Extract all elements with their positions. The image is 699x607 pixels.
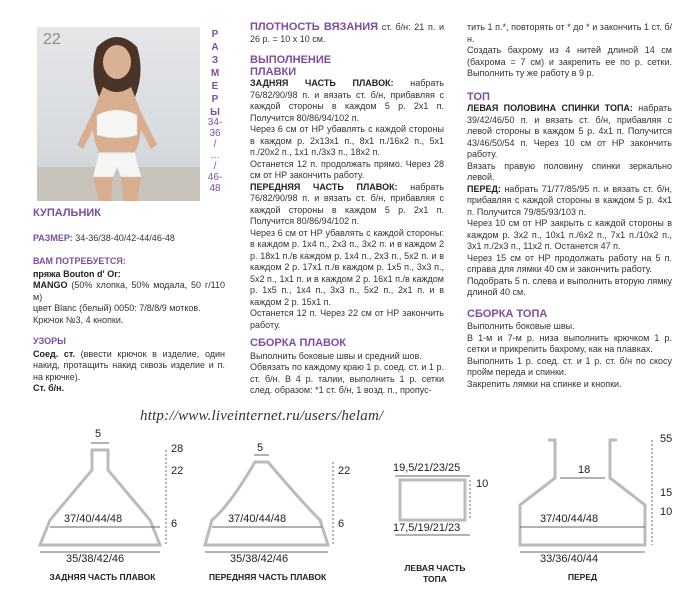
d1-top: 5	[95, 428, 102, 440]
shorts-assembly-text-2: Обвязать по каждому краю 1 р. соед. ст. и 1 р. ст. б/н. В 4 р. талии, выполнить 1 р. сетки след. образом: *1 ст. б/н, 1 возд. п., пропус-	[250, 362, 444, 395]
top-front-text-4: Подобрать 5 п. слева и выполнить вторую лямку длиной 40 см.	[467, 275, 672, 297]
sizes-value: 48	[209, 183, 221, 194]
yarn-color: цвет Blanc (белый) 0050: 7/8/8/9 мотков.	[33, 303, 201, 313]
d4-mid: 37/40/44/48	[540, 513, 599, 525]
front-part-text: набрать 76/82/90/98 п. и вязать ст. б/н, прибавляя с каждой стороны в каждом 5 р. 2х1 п. Получится 80/86/94/102 п.	[250, 181, 444, 226]
sizes-letter: А	[211, 42, 219, 53]
top-title: ТОП	[467, 90, 490, 103]
model-photo	[37, 27, 200, 201]
shorts-title: ПЛАВКИ	[250, 65, 297, 78]
top-front-label: ПЕРЕД:	[467, 183, 501, 194]
diagram-front-shorts-outline	[205, 462, 328, 545]
yarn-desc: (50% хлопка, 50% модала, 50 г/110 м)	[33, 280, 225, 302]
diagram-front-shorts-shadow	[205, 462, 328, 545]
d4-h1: 55	[660, 433, 673, 445]
garment-title: КУПАЛЬНИК	[33, 207, 102, 219]
d4-h3: 10	[660, 506, 673, 518]
size-label: РАЗМЕР:	[33, 232, 73, 243]
d2-bottom: 35/38/42/46	[230, 553, 289, 565]
execution-title: ВЫПОЛНЕНИЕ	[250, 54, 332, 66]
top-assembly-text-2: В 1-м и 7-м р. низа выполнить крючком 1 р. сетки и прикрепить бахрому, как на плавках.	[467, 332, 672, 354]
d3-h: 10	[476, 478, 489, 490]
d3-label-1: ЛЕВАЯ ЧАСТЬ	[404, 563, 466, 573]
d2-h2: 6	[338, 518, 345, 530]
size-line	[33, 233, 225, 245]
pattern-number: 22	[43, 31, 61, 48]
sizes-value: 46-	[207, 172, 223, 183]
diagram-left-top-outline	[400, 480, 465, 520]
model-illustration	[37, 27, 200, 201]
back-part-text: набрать 76/82/90/98 п. и вязать ст. б/н, прибавляя с каждой стороны в каждом 5 р. 2х1 п. Получится 80/86/94/102 п.	[250, 78, 444, 123]
sizes-value: …	[210, 150, 220, 161]
yarn-details	[33, 280, 225, 303]
left-column	[33, 208, 225, 395]
d1-bottom: 35/38/42/46	[66, 553, 125, 565]
d3-top: 19,5/21/23/25	[393, 462, 461, 474]
left-half-label: ЛЕВАЯ ПОЛОВИНА СПИНКИ ТОПА:	[467, 103, 633, 113]
net-continuation: тить 1 п.*, повторять от * до * и закончить 1 ст. б/н.	[467, 22, 672, 44]
density-text: ст. б/н: 21 п. и 26 р. = 10 х 10 см.	[250, 22, 444, 44]
yarn-line: пряжа Bouton d' Or:	[33, 268, 121, 279]
yarn-brand: MANGO	[33, 280, 68, 290]
back-part-text-2: Через 6 см от НР убавлять с каждой стороны в каждом р. 2х13х1 п., 8х1 п./16х2 п., 5х1 п./20х2 п., 1х1 п./3х3 п., 18х2 п.	[250, 124, 444, 157]
sizes-value: 34-	[207, 117, 223, 128]
d3-label-2: ТОПА	[423, 574, 447, 584]
sizes-letter: З	[211, 55, 219, 66]
d4-h2: 15	[660, 487, 673, 499]
back-part-label: ЗАДНЯЯ ЧАСТЬ ПЛАВОК:	[250, 78, 394, 88]
source-url[interactable]: http://www.liveinternet.ru/users/helam/	[140, 408, 384, 424]
d1-mid: 37/40/44/48	[64, 513, 123, 525]
patterns-title: УЗОРЫ	[33, 336, 66, 346]
pattern-slip-label: Соед. ст.	[33, 348, 75, 359]
middle-column	[250, 22, 444, 397]
d2-mid: 37/40/44/48	[228, 513, 287, 525]
pattern-single-crochet: Ст. б/н.	[33, 383, 65, 393]
sizes-vertical-values	[205, 117, 225, 194]
d2-top: 5	[257, 442, 264, 454]
right-column	[467, 22, 672, 390]
top-front-text: набрать 71/77/85/95 п. и вязать ст. б/н, прибавляя с каждой стороны в каждом 5 р. 4х1 п. Получится 79/85/93/103 п.	[467, 183, 672, 217]
sizes-letter: М	[210, 68, 220, 79]
back-part-text-3: Останется 12 п. продолжать прямо. Через 28 см от НР закончить работу.	[250, 158, 444, 180]
sizes-letter: Р	[211, 29, 219, 40]
density-line	[250, 22, 444, 45]
pattern-slip-stitch	[33, 349, 225, 384]
shorts-assembly-title: СБОРКА ПЛАВОК	[250, 337, 346, 349]
front-part-text-3: Останется 12 п. Через 22 см от НР закончить работу.	[250, 308, 444, 330]
d4-bottom: 33/36/40/44	[540, 553, 599, 565]
top-assembly-title: СБОРКА ТОПА	[467, 307, 548, 320]
top-front-text-2: Через 10 см от НР закрыть с каждой стороны в каждом р. 3х2 п., 10х1 п./6х2 п., 7х1 п./10х2 п., 3х1 п./2х3 п., 11х2 п. Останется 47 п.	[467, 218, 672, 251]
sizes-letter: Е	[211, 81, 219, 92]
left-half-text: набрать 39/42/46/50 п. и вязать ст. б/н, прибавляя с левой стороны в каждом 5 р. 4х1 п. Получится 43/46/50/54 п. Через 10 см от НР закончить работу.	[467, 103, 672, 159]
top-assembly-text-4: Закрепить лямки на спинке и кнопки.	[467, 378, 622, 389]
sizes-letter: Р	[211, 94, 219, 105]
d1-h1: 28	[171, 443, 184, 455]
pattern-slip-text: (ввести крючок в изделие, один накид, протащить накид сквозь изделие и п. на крючке).	[33, 348, 226, 382]
back-part	[250, 78, 444, 124]
sizes-value: /	[213, 139, 217, 150]
diagram-front-top-shadow	[520, 440, 645, 545]
sizes-vertical-label	[207, 28, 223, 119]
diagram-front-top-outline	[520, 440, 645, 545]
fringe-text: Создать бахрому из 4 нитей длиной 14 см (бахрома = 7 см) и закрепить ее по р. сетки. Выполнить ту же работу в 9 р.	[467, 45, 672, 78]
d2-h1: 22	[338, 465, 351, 477]
d1-h3: 6	[171, 518, 178, 530]
d1-h2: 22	[171, 465, 184, 477]
sizes-letter: Ы	[210, 107, 220, 118]
diagram-back-shorts-shadow	[40, 450, 160, 545]
left-half-back	[467, 103, 672, 161]
front-part-label: ПЕРЕДНЯЯ ЧАСТЬ ПЛАВОК:	[250, 181, 398, 192]
top-assembly-text: Выполнить боковые швы.	[467, 321, 575, 331]
size-value: 34-36/38-40/42-44/46-48	[75, 232, 175, 243]
shorts-assembly-text: Выполнить боковые швы и средний шов.	[250, 350, 422, 361]
front-part-text-2: Через 6 см от НР убавлять с каждой стороны: в каждом р. 1х4 п., 2х3 п., 3х2 п. и в каждом 2 р. 18х1 п./в каждом р. 1х4 п., 2х3 п., 5х2 п. и в каждом 2 р. 17х1 п./в каждом р. 1х5 п., 3х3 п., 5х2 п., 1х1 п. и в каждом 2 р. 16х1 п./в каждом р. 1х5 п., 1х4 п., 3х3 п., 5х2 п., 2х1 п. и в каждом 2 р. 15х1 п.	[250, 227, 444, 307]
front-part	[250, 182, 444, 228]
materials-title: ВАМ ПОТРЕБУЕТСЯ:	[33, 256, 126, 266]
d1-label: ЗАДНЯЯ ЧАСТЬ ПЛАВОК	[49, 572, 156, 582]
top-assembly-text-3: Выполнить 1 р. соед. ст. и 1 р. ст. б/н по скосу пройм переда и спинки.	[467, 355, 672, 377]
density-label: ПЛОТНОСТЬ ВЯЗАНИЯ	[250, 21, 379, 33]
top-front	[467, 184, 672, 219]
sizes-value: 36	[209, 128, 221, 139]
diagram-left-top-shadow	[400, 480, 465, 520]
top-front-text-3: Через 15 см от НР продолжать работу на 5 п. справа для лямки 40 см и закончить работу.	[467, 252, 672, 274]
diagram-back-shorts-outline	[40, 450, 160, 545]
d3-bottom: 17,5/19/21/23	[393, 522, 461, 534]
d4-label: ПЕРЕД	[567, 572, 598, 582]
sizes-value: /	[213, 161, 217, 172]
d2-label: ПЕРЕДНЯЯ ЧАСТЬ ПЛАВОК	[208, 572, 327, 582]
right-half-text: Вязать правую половину спинки зеркально левой.	[467, 160, 672, 182]
d4-top: 18	[578, 464, 591, 476]
hook-info: Крючок №3, 4 кнопки.	[33, 314, 124, 325]
